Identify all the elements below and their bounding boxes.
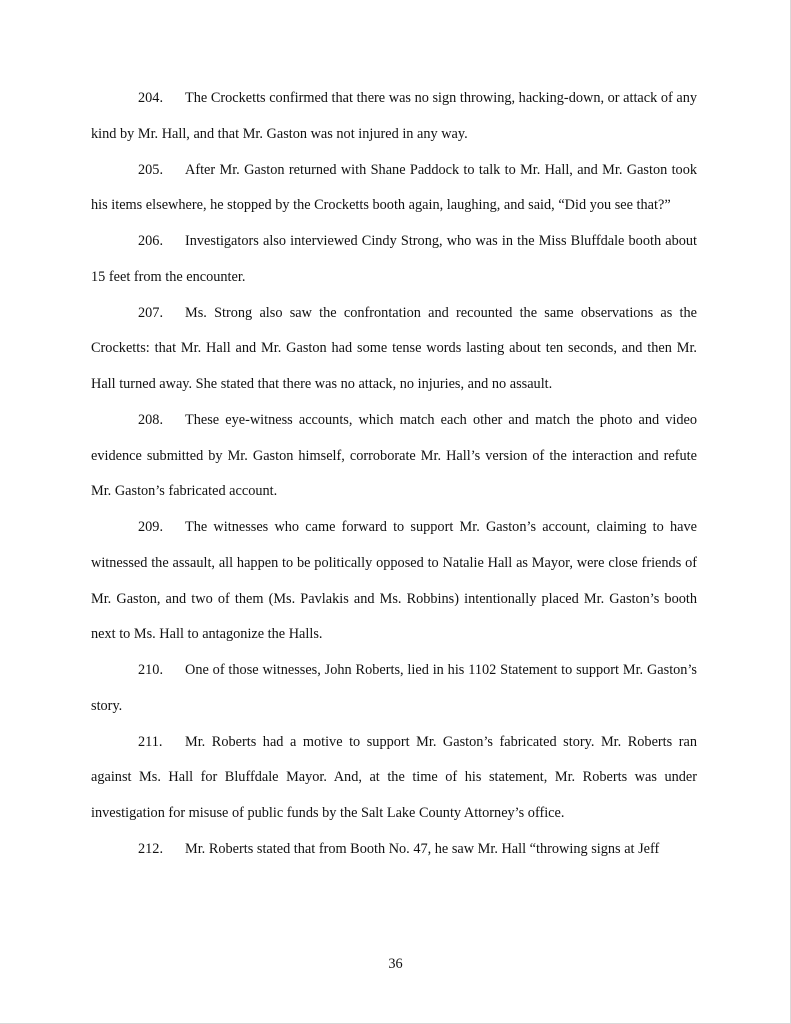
paragraph-number: 204. (138, 90, 164, 106)
paragraph-text: After Mr. Gaston returned with Shane Paddock to talk to Mr. Hall, and Mr. Gaston took his items elsewhere, he stopped by the Crocketts booth again, laughing, and said, “Did you see that?” (91, 161, 697, 214)
paragraph-text: Mr. Roberts had a motive to support Mr. Gaston’s fabricated story. Mr. Roberts ran against Ms. Hall for Bluffdale Mayor. And, at the time of his statement, Mr. Roberts was under investigation for misuse of public funds by the Salt Lake County Attorney’s office. (91, 733, 697, 821)
paragraph-208 (91, 403, 697, 510)
paragraph-204 (91, 81, 697, 153)
paragraph-206 (91, 224, 697, 296)
paragraph-text: Ms. Strong also saw the confrontation and recounted the same observations as the Crocketts: that Mr. Hall and Mr. Gaston had some tense words lasting about ten seconds, and then Mr. Hall turned away. She stated that there was no attack, no injuries, and no assault. (91, 304, 697, 392)
paragraph-number: 210. (138, 662, 164, 678)
paragraph-number: 211. (138, 733, 163, 750)
paragraph-number: 206. (138, 233, 164, 249)
paragraph-text: The Crocketts confirmed that there was no sign throwing, hacking-down, or attack of any kind by Mr. Hall, and that Mr. Gaston was not injured in any way. (91, 90, 697, 142)
paragraph-text: Mr. Roberts stated that from Booth No. 47, he saw Mr. Hall “throwing signs at Jeff (185, 840, 660, 857)
page-number: 36 (388, 956, 403, 972)
paragraph-209 (91, 510, 697, 653)
paragraph-number: 209. (138, 519, 164, 535)
paragraph-text: Investigators also interviewed Cindy Strong, who was in the Miss Bluffdale booth about 15 feet from the encounter. (91, 233, 697, 285)
paragraph-text: These eye-witness accounts, which match each other and match the photo and video evidence submitted by Mr. Gaston himself, corroborate Mr. Hall’s version of the interaction and refute Mr. Gaston’s fabricated account. (91, 411, 697, 500)
paragraph-205 (91, 153, 697, 225)
document-body (91, 81, 697, 868)
paragraph-number: 208. (138, 411, 164, 428)
paragraph-number: 205. (138, 161, 164, 178)
paragraph-212 (91, 832, 697, 868)
paragraph-number: 207. (138, 304, 164, 321)
paragraph-211 (91, 725, 697, 832)
paragraph-text: The witnesses who came forward to support Mr. Gaston’s account, claiming to have witnessed the assault, all happen to be politically opposed to Natalie Hall as Mayor, were close friends of Mr. Gaston, and two of them (Ms. Pavlakis and Ms. Robbins) intentionally placed Mr. Gaston’s booth next to Ms. Hall to antagonize the Halls. (91, 519, 697, 643)
paragraph-number: 212. (138, 840, 164, 857)
paragraph-207 (91, 296, 697, 403)
paragraph-text: One of those witnesses, John Roberts, lied in his 1102 Statement to support Mr. Gaston’s story. (91, 662, 697, 714)
paragraph-210 (91, 653, 697, 725)
